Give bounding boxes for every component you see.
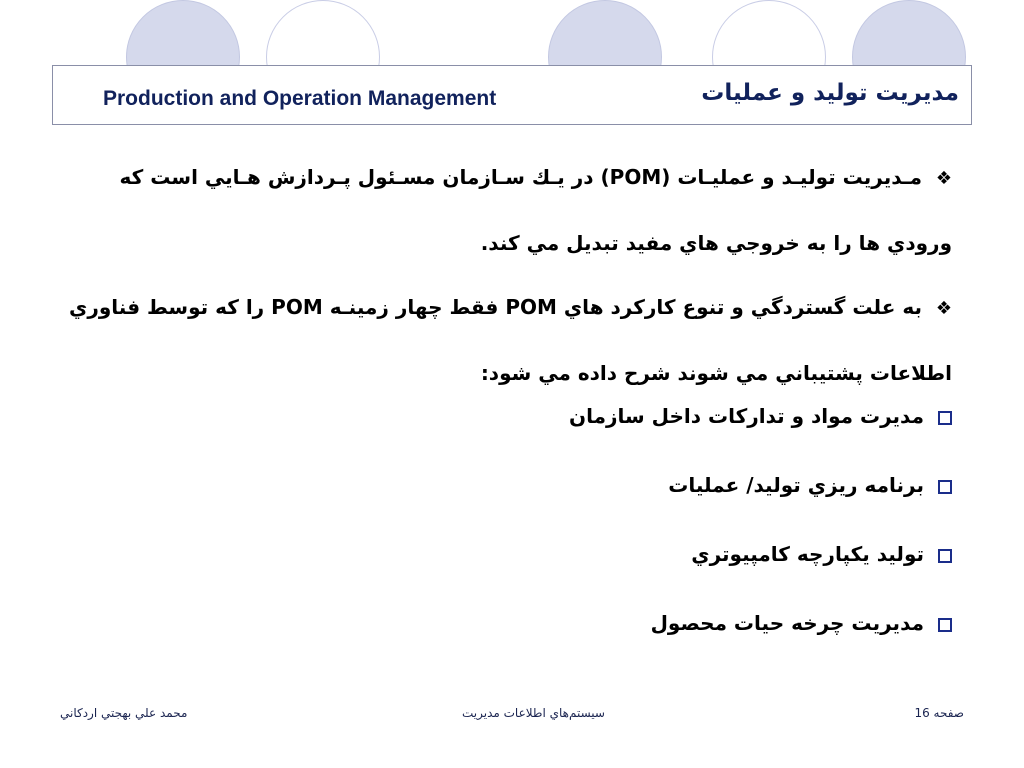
footer-page-number: صفحه 16 [914,706,964,720]
title-box [52,65,972,125]
list-item [569,542,952,611]
title-english: Production and Operation Management [103,87,497,110]
paragraph-2-text: به علت گستردگي و تنوع كاركرد هاي POM فقط چهار زمينـه POM را كه توسط فناوري اطلاعات پشتيباني مي شوند شرح داده مي شود: [69,295,952,385]
paragraph-2 [48,275,952,405]
list-item-text: مديريت چرخه حيات محصول [650,611,924,635]
list-item [569,611,952,680]
paragraph-1-text: مـديريت توليـد و عمليـات (POM) در يـك سـازمان مسـئول پـردازش هـايي است كه ورودي ها را به خروجي هاي مفيد تبديل مي كند. [119,165,952,255]
diamond-bullet-icon: ❖ [935,298,952,319]
bullet-list [569,404,952,680]
square-bullet-icon [938,549,952,563]
list-item-text: برنامه ريزي توليد/ عمليات [668,473,924,497]
title-persian: مديريت توليد و عمليات [701,80,959,106]
paragraph-1 [48,145,952,275]
list-item [569,473,952,542]
slide-body [48,145,952,405]
footer-course: سيستم‌هاي اطلاعات مديريت [462,706,605,720]
diamond-bullet-icon: ❖ [935,168,952,189]
list-item-text: مديرت مواد و تداركات داخل سازمان [569,404,924,428]
list-item-text: توليد يكپارچه كامپيوتري [691,542,924,566]
square-bullet-icon [938,480,952,494]
square-bullet-icon [938,411,952,425]
list-item [569,404,952,473]
square-bullet-icon [938,618,952,632]
footer-author: محمد علي بهجتي اردكاني [60,706,188,720]
